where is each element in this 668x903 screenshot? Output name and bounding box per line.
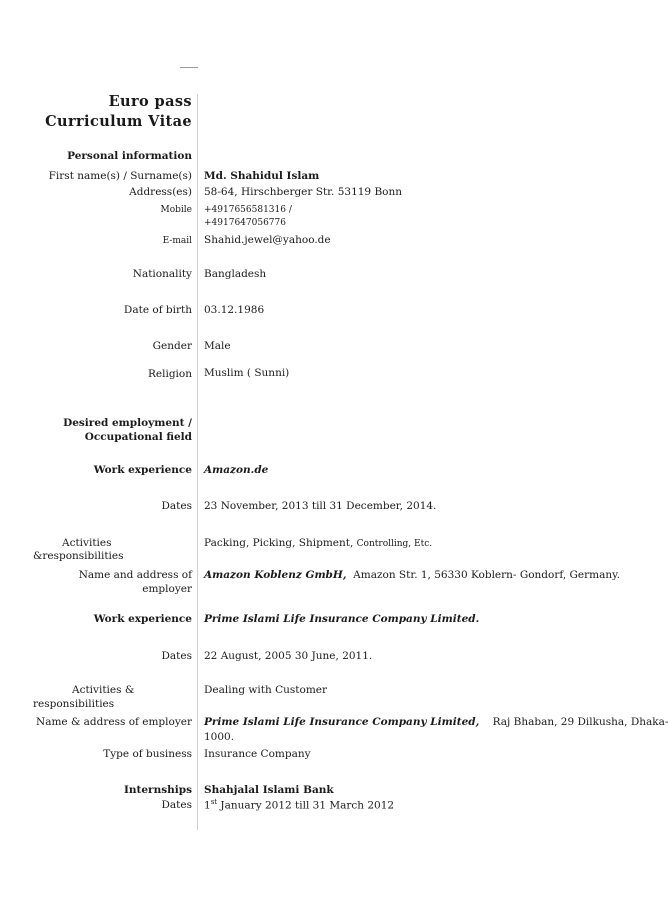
- employer-name-1: Amazon Koblenz GmbH,: [204, 569, 347, 581]
- gender-label: Gender: [152, 340, 192, 352]
- activities-value-1b: Controlling, Etc.: [356, 539, 433, 549]
- employer-address-2a: Raj Bhaban, 29 Dilkusha, Dhaka-: [492, 716, 668, 728]
- work-experience-label-1: Work experience: [93, 464, 192, 476]
- employer-value-1: [204, 569, 620, 581]
- work-experience-value-1: Amazon.de: [204, 464, 269, 476]
- religion-value: Muslim ( Sunni): [204, 367, 290, 379]
- internship-dates-value: [204, 798, 394, 812]
- activities-label-1a: Activities: [62, 537, 112, 549]
- employer-address-2b: 1000.: [204, 731, 235, 743]
- desired-employment-label-1: Desired employment /: [63, 417, 192, 429]
- work-experience-value-2: Prime Islami Life Insurance Company Limited.: [204, 613, 480, 625]
- mobile-label: Mobile: [160, 205, 192, 215]
- address-value: 58-64, Hirschberger Str. 53119 Bonn: [204, 186, 403, 198]
- dob-label: Date of birth: [123, 304, 192, 316]
- employer-name-2: Prime Islami Life Insurance Company Limited,: [204, 716, 480, 728]
- business-type-label: Type of business: [103, 748, 192, 760]
- name-label: First name(s) / Surname(s): [48, 170, 192, 182]
- internships-value: Shahjalal Islami Bank: [204, 784, 334, 796]
- religion-label: Religion: [148, 368, 192, 380]
- nationality-label: Nationality: [132, 268, 192, 280]
- employer-value-2: [204, 716, 668, 728]
- employer-label-1a: Name and address of: [78, 569, 192, 581]
- internship-dates-label: Dates: [161, 799, 192, 811]
- desired-employment-label-2: Occupational field: [84, 431, 192, 443]
- email-value: Shahid.jewel@yahoo.de: [204, 234, 331, 246]
- internship-dates-day: 1: [204, 799, 211, 812]
- nationality-value: Bangladesh: [204, 268, 267, 280]
- internships-label: Internships: [123, 784, 192, 796]
- dates-value-1: 23 November, 2013 till 31 December, 2014.: [204, 500, 437, 512]
- activities-label-1b: &responsibilities: [33, 550, 124, 562]
- activities-label-2b: responsibilities: [33, 698, 115, 710]
- address-label: Address(es): [129, 186, 192, 198]
- email-label: E-mail: [162, 236, 192, 246]
- activities-value-1: [204, 537, 432, 549]
- header-rule: [180, 67, 198, 68]
- dates-label-2: Dates: [161, 650, 192, 662]
- work-experience-label-2: Work experience: [93, 613, 192, 625]
- employer-label-2: Name & address of employer: [36, 716, 192, 728]
- internship-dates-rest: January 2012 till 31 March 2012: [217, 799, 395, 812]
- cv-title-line2: Curriculum Vitae: [45, 113, 192, 130]
- business-type-value: Insurance Company: [204, 748, 311, 760]
- mobile-value-2: +4917647056776: [204, 218, 286, 228]
- gender-value: Male: [204, 340, 231, 352]
- section-personal-information: Personal information: [67, 150, 192, 162]
- dates-label-1: Dates: [161, 500, 192, 512]
- employer-label-1b: employer: [142, 583, 192, 595]
- name-value: Md. Shahidul Islam: [204, 170, 320, 182]
- activities-value-2: Dealing with Customer: [204, 684, 328, 696]
- cv-title-line1: Euro pass: [108, 93, 192, 110]
- column-divider: [197, 94, 198, 830]
- activities-value-1a: Packing, Picking, Shipment,: [204, 537, 357, 549]
- dob-value: 03.12.1986: [204, 304, 265, 316]
- dates-value-2: 22 August, 2005 30 June, 2011.: [204, 650, 373, 662]
- employer-address-1: Amazon Str. 1, 56330 Koblern- Gondorf, Germany.: [353, 569, 621, 581]
- mobile-value-1: +4917656581316 /: [204, 205, 292, 215]
- activities-label-2a: Activities &: [72, 684, 135, 696]
- internship-dates-sup: st: [210, 798, 218, 806]
